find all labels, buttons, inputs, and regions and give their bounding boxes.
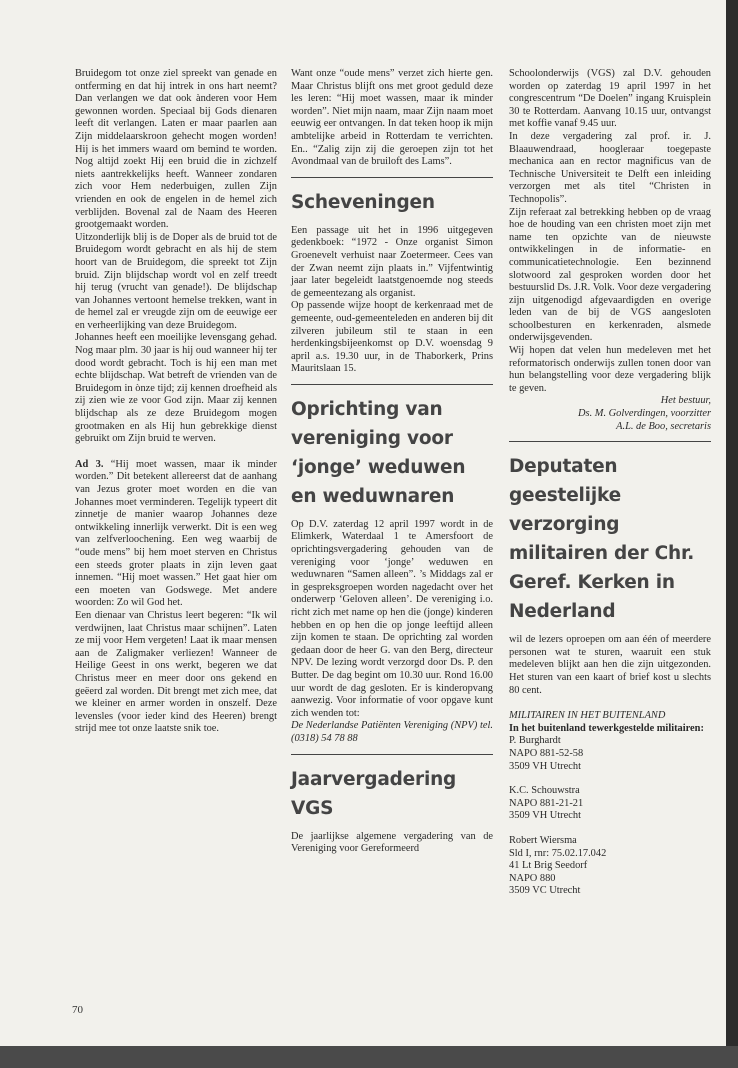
article-paragraph: Op D.V. zaterdag 12 april 1997 wordt in de Elimkerk, Waterdaal 1 te Amersfoort de oprichtingsvergadering gehouden van de vereniging voor ‘jonge’ weduwen en weduwnaren “Samen alleen”. ’s Middags zal er in gespreksgroepen worden nagedacht over het onderwerp ‘Geloven alleen’. De vereniging i.o. richt zich met name op hen die (jonge) kinderen hebben en op hen die op jonge leeftijd alleen zijn komen te staan. De oprichting zal worden gedaan door de heer G. van den Berg, directeur NPV. De lezing wordt verzorgd door Ds. P. den Butter. De dag begint om 10.30 uur. Rond 16.00 uur wordt de dag gesloten. Er is kinderopvang aanwezig. Voor informatie of voor opgave kunt zich wenden tot:	[291, 518, 493, 719]
address-line: NAPO 881-52-58	[509, 747, 584, 759]
article-paragraph: Uitzonderlijk blij is de Doper als de bruid tot de Bruidegom wordt gebracht en als hij de stem hoort van de Bruidegom, die spreekt tot Zijn bruid. Zijn blijdschap wordt vol en zelf treedt hij terug (vrucht van genade!). De blijdschap van Johannes vertoont hemelse trekken, want in de hemel zal er vreugde zijn om de eeuwige eer en verheerlijking van deze Bruidegom.	[75, 231, 277, 331]
article-paragraph: Johannes heeft een moeilijke levensgang gehad. Nog maar plm. 30 jaar is hij oud wanneer hij ter dood wordt gebracht. Toch is hij een man met echte blijdschap. Wat betreft de vrienden van de Bruidegom in ònze tijd; zij kennen droefheid als zij zien wie ze voor God zijn. Maar zij kennen blijdschap als ze deze Bruidegom mogen grootmaken en als Hij hun gebrekkige dienst gebruikt om Zijn bruid te werven.	[75, 332, 277, 445]
article-paragraph: Een dienaar van Christus leert begeren: “Ik wil verdwijnen, laat Christus maar schijnen”. Laten ze mij voor Hem vergeten! Laat ik maar mensen aan de Zaligmaker verliezen! Wanneer de Heilige Geest in ons werkt, begeren we dat Christus meer en meer door ons gekend en geëerd zal worden. Dit brengt met zich mee, dat we kleiner en armer worden in onszelf. Deze levensles (voor ieder kind des Heeren) brengt strijd mee tot onze laatste snik toe.	[75, 609, 277, 735]
column-right	[509, 68, 711, 898]
column-left	[75, 68, 277, 736]
signature-line: Ds. M. Golverdingen, voorzitter	[578, 408, 711, 420]
section-divider	[291, 384, 493, 385]
article-paragraph: wil de lezers oproepen om aan één of meerdere personen wat te sturen, waaruit een stuk medeleven blijkt aan hen die zijn uitgezonden. Het sturen van een kaart of brief kost u slechts 80 cent.	[509, 634, 711, 696]
address-line: 41 Lt Brig Seedorf	[509, 860, 588, 872]
article-paragraph	[75, 459, 277, 610]
heading-oprichting: Oprichting van vereniging voor ‘jonge’ weduwen en weduwnaren	[291, 398, 466, 507]
section-divider	[291, 754, 493, 755]
address-line: P. Burghardt	[509, 735, 561, 747]
article-paragraph: Wij hopen dat velen hun medeleven met het reformatorisch onderwijs zullen tonen door van hun belangstelling voor deze vergadering blijk te geven.	[509, 345, 711, 394]
article-paragraph: Een passage uit het in 1996 uitgegeven gedenkboek: “1972 - Onze organist Simon Groenevelt verhuist naar Zoetermeer. Cees van der Zwan neemt zijn plaats in.” Vijfentwintig jaar later begeleidt laatstgenoemde nog steeds de gemeentezang als organist.	[291, 224, 493, 299]
address-line: Sld I, rnr: 75.02.17.042	[509, 847, 607, 859]
address-block	[509, 735, 711, 773]
article-paragraph: Schoolonderwijs (VGS) zal D.V. gehouden worden op zaterdag 19 april 1997 in het congrescentrum “De Doelen” ingang Kruisplein 30 te Rotterdam. Aanvang 10.15 uur, ontvangst met koffie vanaf 9.45 uur.	[509, 68, 711, 130]
heading-jaarvergadering: Jaarvergadering VGS	[291, 768, 457, 819]
column-middle	[291, 68, 493, 856]
scan-bottom-shadow	[0, 1046, 738, 1068]
address-block	[509, 785, 711, 823]
section-label: Ad 3.	[75, 458, 104, 470]
paragraph-text: “Hij moet wassen, maar ik minder worden.” Dit betekent allereerst dat de aanhang van Jezus groter moet worden en die van Johannes moet verminderen. Tegelijk typeert dit zinnetje de manier waarop Johannes deze ontwikkeling innerlijk verwerkt. Dit is een weg van zelfverloochening. Een weg waarbij de “oude mens” bij hem moet sterven en Christus een steeds groter plaats in zijn leven gaat innemen. “Hij moet wassen.” Het gaat hier om een moeten van Godswege. Met andere woorden: Zo wil God het.	[75, 458, 277, 609]
heading-deputaten: Deputaten geestelijke verzorging militairen der Chr. Geref. Kerken in Nederland	[509, 456, 695, 623]
address-line: NAPO 881-21-21	[509, 797, 584, 809]
article-paragraph: Want onze “oude mens” verzet zich hierte gen. Maar Christus blijft ons met groot geduld deze les leren: “Hij moet wassen, maar ik minder worden”. Niet mijn naam, maar Zijn naam moet eeuwig eer ontvangen. In dat teken hoop ik mijn ambtelijke arbeid in Rotterdam te verrichten. En.. “Zalig zijn zij die geroepen zijn tot het Avondmaal van de bruiloft des Lams”.	[291, 68, 493, 168]
address-line: K.C. Schouwstra	[509, 785, 580, 797]
address-block	[509, 835, 711, 898]
address-line: Robert Wiersma	[509, 834, 577, 846]
scan-edge-shadow	[726, 0, 738, 1068]
article-paragraph: De jaarlijkse algemene vergadering van de Vereniging voor Gereformeerd	[291, 830, 493, 855]
page-number: 70	[72, 1004, 83, 1016]
section-divider	[509, 441, 711, 442]
section-divider	[291, 177, 493, 178]
address-line: 3509 VH Utrecht	[509, 760, 581, 772]
article-paragraph: Zijn referaat zal betrekking hebben op de vraag hoe de houding van een christen moet zijn met name ten opzichte van de nieuwste ontwikkelingen in de informatie- en communicatietechnologie. Een bezinnend slotwoord zal gesproken worden door het bestuurslid Ds. J.R. Volk. Voor deze vergadering zijn uitgenodigd afgevaardigden en overige leden van de bij de VGS aangesloten schoolbesturen en kerkenraden, alsmede onderwijsgevenden.	[509, 206, 711, 344]
article-paragraph: Op passende wijze hoopt de kerkenraad met de gemeente, oud-gemeenteleden en anderen bij dit zilveren jubileum stil te staan in een herdenkingsbijeenkomst op D.V. woensdag 9 april a.s. 19.30 uur, in de Thaborkerk, Prins Mauritslaan 15.	[291, 300, 493, 375]
signature-line: A.L. de Boo, secretaris	[616, 420, 711, 432]
address-line: NAPO 880	[509, 872, 556, 884]
heading-scheveningen: Scheveningen	[291, 191, 435, 213]
article-paragraph: Bruidegom tot onze ziel spreekt van genade en ontferming en dat hij intrek in ons hart neemt? Dan verlangen we dat ook ànderen voor Hem gewonnen worden. Speciaal bij Gods dienaren leeft dit verlangen. Laten er maar paarlen aan Zijn middelaarskroon gehecht mogen worden! Hij is het immers waard om bemind te worden. Nog altijd zoekt Hij een bruid die in zichzelf niets aantrekkelijks heeft. Wanneer zondaren zich voor Hem nederbuigen, zullen Zijn vrienden en ook de engelen in de hemel zich verblijden. Bovenal zal de Naam des Heeren grootgemaakt worden.	[75, 68, 277, 231]
contact-info: De Nederlandse Patiënten Vereniging (NPV) tel. (0318) 54 78 88	[291, 720, 493, 744]
signature-line: Het bestuur,	[660, 395, 711, 407]
address-line: 3509 VC Utrecht	[509, 885, 581, 897]
article-paragraph: In deze vergadering zal prof. ir. J. Blaauwendraad, hoogleraar toegepaste mechanica aan en rector magnificus van de Technische Universiteit te Delft een inleiding verzorgen met als titel “Christen in Technopolis”.	[509, 130, 711, 205]
address-line: 3509 VH Utrecht	[509, 810, 581, 822]
military-section-title: MILITAIREN IN HET BUITENLAND	[509, 710, 666, 722]
military-section-subtitle: In het buitenland tewerkgestelde militairen:	[509, 722, 704, 734]
